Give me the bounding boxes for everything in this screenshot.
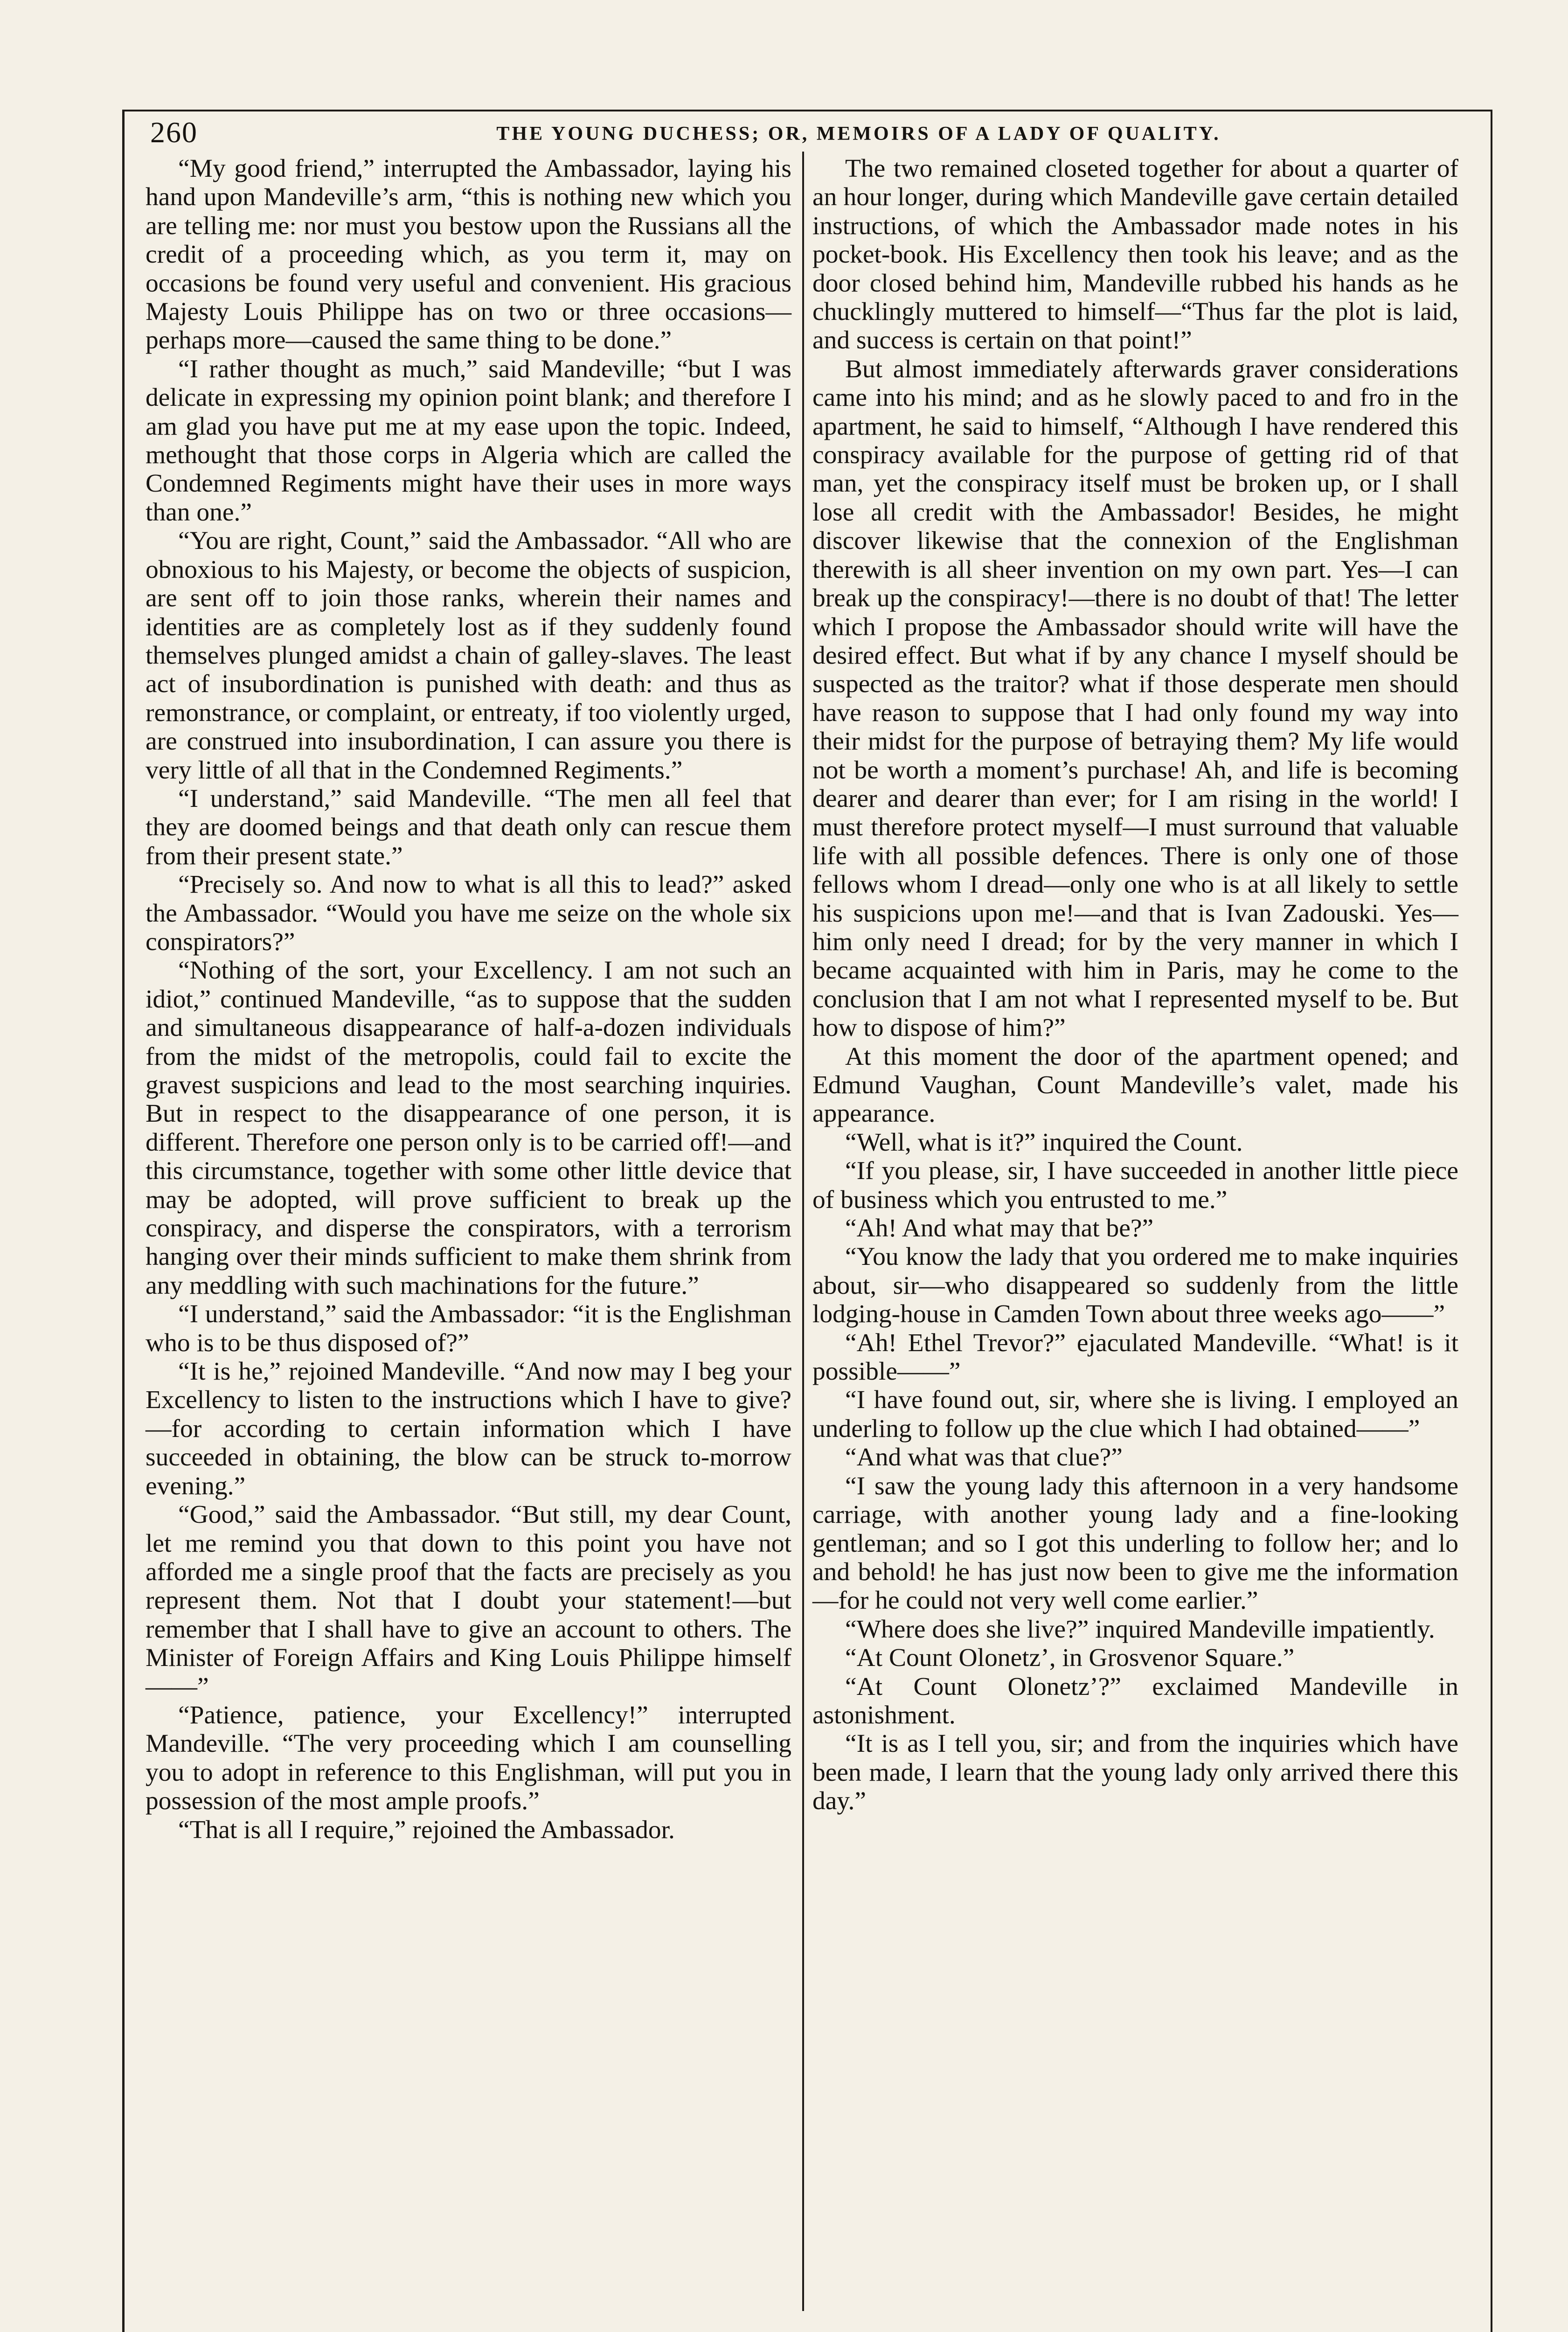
paragraph: “I understand,” said the Ambassador: “it is the Englishman who is to be thus disposed of?”: [146, 1300, 791, 1357]
paragraph: “It is as I tell you, sir; and from the inquiries which have been made, I learn that the young lady only arrived there this day.”: [812, 1729, 1458, 1816]
paragraph: “I have found out, sir, where she is living. I employed an underling to follow up the clue which I had obtained——”: [812, 1386, 1458, 1443]
paragraph: “At Count Olonetz’, in Grosvenor Square.”: [845, 1644, 1295, 1673]
paragraph: At this moment the door of the apartment opened; and Edmund Vaughan, Count Mandeville’s valet, made his appearance.: [812, 1042, 1458, 1128]
paragraph: “Ah! Ethel Trevor?” ejaculated Mandeville. “What! is it possible——”: [812, 1328, 1458, 1386]
paragraph: “My good friend,” interrupted the Ambassador, laying his hand upon Mandeville’s arm, “this is nothing new which you are telling me: nor must you bestow upon the Russians all the credit of a proceeding which, as you term it, may on occasions be found very useful and convenient. His gracious Majesty Louis Philippe has on two or three occasions—perhaps more—caused the same thing to be done.”: [146, 154, 791, 355]
paragraph: But almost immediately afterwards graver considerations came into his mind; and as he slowly paced to and fro in the apartment, he said to himself, “Although I have rendered this conspiracy available for the purpose of getting rid of that man, yet the conspiracy itself must be broken up, or I shall lose all credit with the Ambassador! Besides, he might discover likewise that the connexion of the Englishman therewith is all sheer invention on my own part. Yes—I can break up the conspiracy!—there is no doubt of that! The letter which I propose the Ambassador should write will have the desired effect. But what if by any chance I myself should be suspected as the traitor? what if those desperate men should have reason to suppose that I had only found my way into their midst for the purpose of betraying them? My life would not be worth a moment’s purchase! Ah, and life is becoming dearer and dearer than ever; for I am rising in the world! I must therefore protect myself—I must surround that valuable life with all possible defences. There is only one of those fellows whom I dread—only one who is at all likely to settle his suspicions upon me!—and that is Ivan Zadouski. Yes—him only need I dread; for by the very manner in which I became acquainted with him in Paris, may he come to the conclusion that I am not what I represented myself to be. But how to dispose of him?”: [812, 354, 1458, 1042]
printed-page: [122, 110, 1492, 2332]
paragraph: “Where does she live?” inquired Mandeville impatiently.: [845, 1615, 1435, 1644]
paragraph: “I understand,” said Mandeville. “The men all feel that they are doomed beings and that death only can rescue them from their present state.”: [146, 784, 791, 870]
paragraph: “Precisely so. And now to what is all this to lead?” asked the Ambassador. “Would you have me seize on the whole six conspirators?”: [146, 870, 791, 956]
paragraph: “I saw the young lady this afternoon in a very handsome carriage, with another young lady and a fine-looking gentleman; and so I got this underling to follow her; and lo and behold! he has just now been to give me the information—for he could not very well come earlier.”: [812, 1471, 1458, 1615]
running-title: THE YOUNG DUCHESS; OR, MEMOIRS OF A LADY OF QUALITY.: [496, 123, 1221, 145]
paragraph: “Patience, patience, your Excellency!” interrupted Mandeville. “The very proceeding which I am counselling you to adopt in reference to this Englishman, will put you in possession of the most ample proofs.”: [146, 1700, 791, 1816]
page-number: 260: [150, 116, 198, 149]
paragraph: “You know the lady that you ordered me to make inquiries about, sir—who disappeared so suddenly from the little lodging-house in Camden Town about three weeks ago——”: [812, 1242, 1458, 1329]
paragraph: The two remained closeted together for about a quarter of an hour longer, during which Mandeville gave certain detailed instructions, of which the Ambassador made notes in his pocket-book. His Excellency then took his leave; and as the door closed behind him, Mandeville rubbed his hands as he chucklingly muttered to himself—“Thus far the plot is laid, and success is certain on that point!”: [812, 154, 1458, 355]
paragraph: “And what was that clue?”: [845, 1443, 1123, 1472]
left-rule: [122, 110, 125, 2332]
column-divider: [802, 152, 804, 2311]
paragraph: “At Count Olonetz’?” exclaimed Mandeville in astonishment.: [812, 1672, 1458, 1729]
paragraph: “I rather thought as much,” said Mandeville; “but I was delicate in expressing my opinion point blank; and therefore I am glad you have put me at my ease upon the topic. Indeed, methought that those corps in Algeria which are called the Condemned Regiments might have their uses in more ways than one.”: [146, 354, 791, 527]
right-rule: [1491, 110, 1492, 2332]
paragraph: “Well, what is it?” inquired the Count.: [845, 1128, 1243, 1157]
paragraph: “Ah! And what may that be?”: [845, 1214, 1154, 1243]
right-column: [812, 154, 1458, 1816]
paragraph: “That is all I require,” rejoined the Ambassador.: [178, 1815, 675, 1844]
paragraph: “You are right, Count,” said the Ambassador. “All who are obnoxious to his Majesty, or become the objects of suspicion, are sent off to join those ranks, wherein their names and identities are as completely lost as if they suddenly found themselves plunged amidst a chain of galley-slaves. The least act of insubordination is punished with death: and thus as remonstrance, or complaint, or entreaty, if too violently urged, are construed into insubordination, I can assure you there is very little of all that in the Condemned Regiments.”: [146, 527, 791, 784]
paragraph: “If you please, sir, I have succeeded in another little piece of business which you entrusted to me.”: [812, 1157, 1458, 1214]
paragraph: “It is he,” rejoined Mandeville. “And now may I beg your Excellency to listen to the instructions which I have to give?—for according to certain information which I have succeeded in obtaining, the blow can be struck to-morrow evening.”: [146, 1357, 791, 1500]
left-column: [146, 154, 791, 1844]
paragraph: “Nothing of the sort, your Excellency. I am not such an idiot,” continued Mandeville, “as to suppose that the sudden and simultaneous disappearance of half-a-dozen individuals from the midst of the metropolis, could fail to excite the gravest suspicions and lead to the most searching inquiries. But in respect to the disappearance of one person, it is different. Therefore one person only is to be carried off!—and this circumstance, together with some other little device that may be adopted, will prove sufficient to break up the conspiracy, and disperse the conspirators, with a terrorism hanging over their minds sufficient to make them shrink from any meddling with such machinations for the future.”: [146, 956, 791, 1300]
paragraph: “Good,” said the Ambassador. “But still, my dear Count, let me remind you that down to this point you have not afforded me a single proof that the facts are precisely as you represent them. Not that I doubt your statement!—but remember that I shall have to give an account to others. The Minister of Foreign Affairs and King Louis Philippe himself——”: [146, 1500, 791, 1701]
